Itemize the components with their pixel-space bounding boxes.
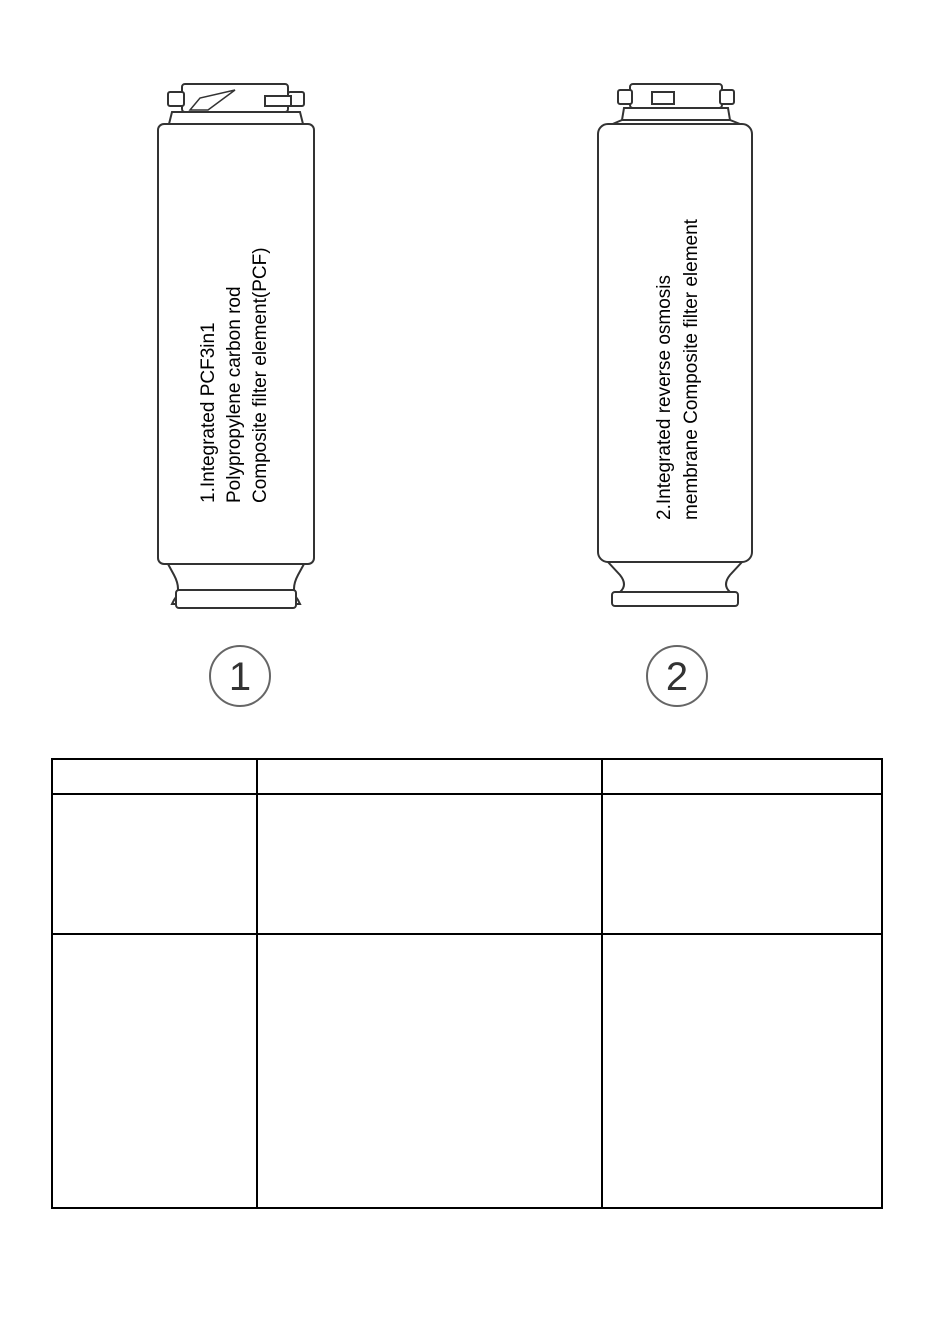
cartridge-1-bottom [168, 564, 304, 608]
table-cell [602, 794, 882, 934]
cartridge-1-label-line-3: Composite filter element(PCF) [250, 247, 271, 503]
table-cell [257, 934, 602, 1208]
table-header-row [52, 759, 882, 794]
cartridge-1 [158, 84, 314, 706]
cartridge-1-number-badge [210, 646, 270, 706]
cartridge-2-number-badge [647, 646, 707, 706]
cartridge-2-bottom [608, 562, 742, 606]
cartridge-2-label-line-1: 2.Integrated reverse osmosis [654, 274, 675, 520]
cartridge-2 [598, 84, 752, 706]
table-cell [257, 759, 602, 794]
table-cell [257, 794, 602, 934]
spec-table [51, 758, 883, 1209]
table-row [52, 794, 882, 934]
cartridge-2-top-cap [608, 84, 745, 126]
table-row [52, 934, 882, 1208]
cartridge-1-number: 1 [228, 655, 252, 699]
cartridge-1-label-line-1: 1.Integrated PCF3in1 [198, 322, 219, 503]
cartridge-2-label-line-2: membrane Composite filter element [681, 219, 702, 520]
table-cell [52, 794, 257, 934]
table-cell [52, 759, 257, 794]
table-cell [602, 934, 882, 1208]
cartridge-2-number: 2 [665, 655, 689, 699]
cartridge-1-label-line-2: Polypropylene carbon rod [224, 286, 245, 503]
cartridge-2-body [598, 124, 752, 562]
table-cell [602, 759, 882, 794]
table-cell [52, 934, 257, 1208]
cartridge-1-top-cap [168, 84, 304, 124]
